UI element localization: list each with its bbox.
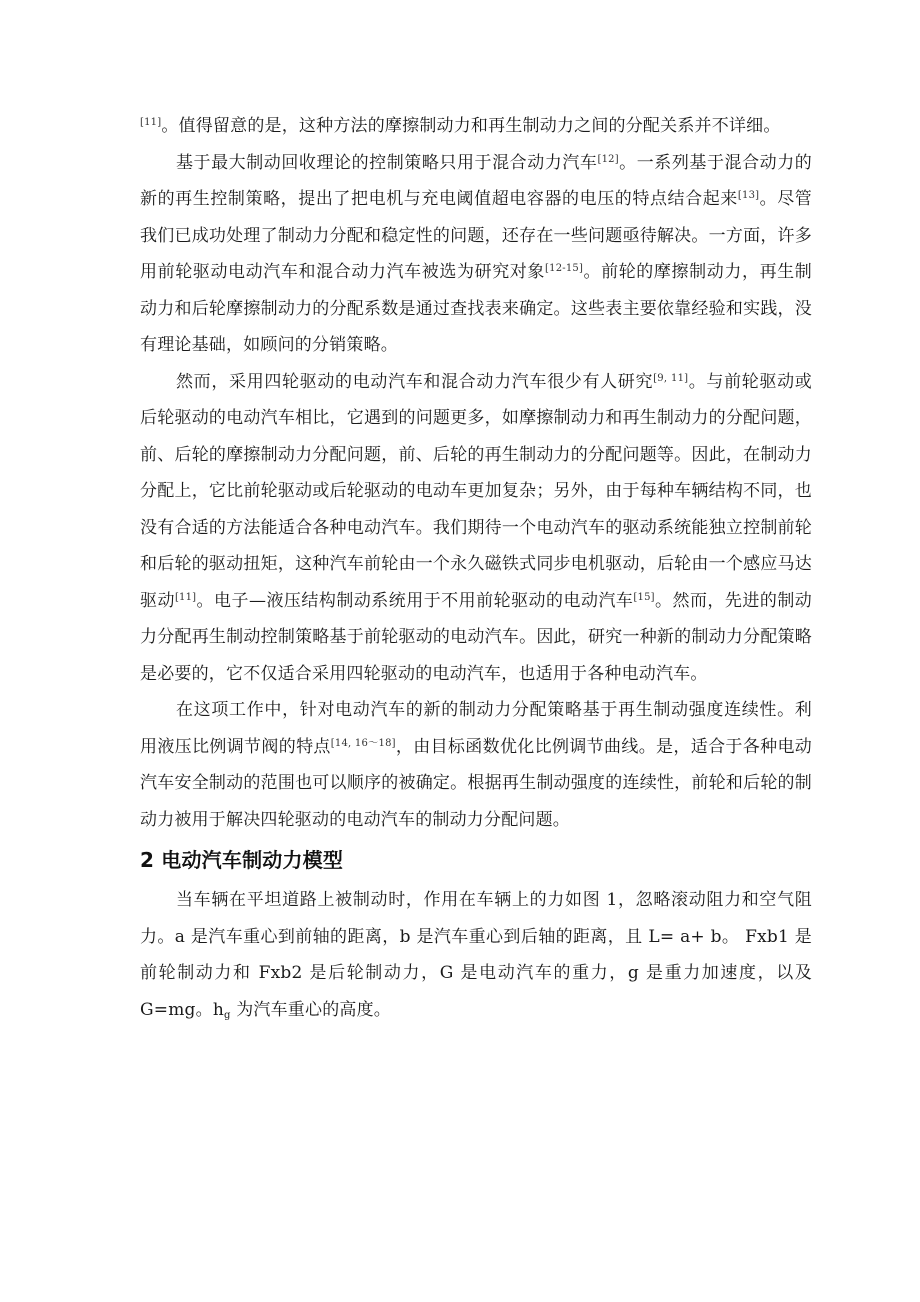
paragraph-text: 当车辆在平坦道路上被制动时，作用在车辆上的力如图 1，忽略滚动阻力和空气阻力。a 是汽车重心到前轴的距离，b 是汽车重心到后轴的距离，且 L= a+ b。 Fxb1 是前轮制动力和 Fxb2 是后轮制动力，G 是电动汽车的重力，g 是重力加速度，以及 G=mg。h: [140, 890, 812, 1020]
paragraph-text: 。与前轮驱动或后轮驱动的电动汽车相比，它遇到的问题更多，如摩擦制动力和再生制动力的分配问题，前、后轮的摩擦制动力分配问题，前、后轮的再生制动力的分配问题等。因此，在制动力分配上，它比前轮驱动或后轮驱动的电动车更加复杂；另外，由于每种车辆结构不同，也没有合适的方法能适合各种电动汽车。我们期待一个电动汽车的驱动系统能独立控制前轮和后轮的驱动扭矩，这种汽车前轮由一个永久磁铁式同步电机驱动，后轮由一个感应马达驱动: [140, 371, 812, 611]
paragraph-text: 。尽管我们已成功处理了制动力分配和稳定性的问题，还存在一些问题亟待解决。一方面，许多用前轮驱动电动汽车和混合动力汽车被选为研究对象: [140, 189, 812, 282]
paragraph-text: 。然而，先进的制动力分配再生制动控制策略基于前轮驱动的电动汽车。因此，研究一种新的制动力分配策略是必要的，它不仅适合采用四轮驱动的电动汽车，也适用于各种电动汽车。: [140, 590, 812, 684]
paragraph-text: 在这项工作中，针对电动汽车的新的制动力分配策略基于再生制动强度连续性。利用液压比例调节阀的特点: [140, 700, 812, 757]
citation-ref: [12]: [597, 153, 619, 165]
citation-ref: [11]: [174, 591, 197, 603]
paragraph-text: 。电子—液压结构制动系统用于不用前轮驱动的电动汽车: [196, 590, 634, 611]
paragraph-text: 。前轮的摩擦制动力，再生制动力和后轮摩擦制动力的分配系数是通过查找表来确定。这些表主要依靠经验和实践，没有理论基础，如顾问的分销策略。: [140, 262, 812, 355]
paragraph-continuation: [140, 108, 812, 145]
paragraph-control-strategy: [140, 145, 812, 364]
paragraph-this-work: [140, 692, 812, 838]
paragraph-text: 。值得留意的是，这种方法的摩擦制动力和再生制动力之间的分配关系并不详细。: [161, 116, 781, 136]
section-heading: 2 电动汽车制动力模型: [140, 848, 344, 872]
paragraph-text: 然而，采用四轮驱动的电动汽车和混合动力汽车很少有人研究: [176, 371, 654, 392]
citation-ref: [12-15]: [545, 263, 584, 274]
paragraph-four-wheel-drive: [140, 364, 812, 693]
paragraph-text: 。一系列基于混合动力的新的再生控制策略，提出了把电机与充电阈值超电容器的电压的特点结合起来: [140, 152, 812, 209]
citation-ref: [15]: [633, 591, 655, 603]
paragraph-text: 基于最大制动回收理论的控制策略只用于混合动力汽车: [176, 152, 598, 173]
citation-ref: [14, 16～18]: [330, 737, 396, 749]
paragraph-text: 为汽车重心的高度。: [230, 999, 391, 1020]
subscript: g: [223, 1009, 231, 1021]
citation-ref: [9, 11]: [653, 372, 689, 384]
paragraph-braking-model: [140, 882, 812, 1028]
citation-ref: [13]: [737, 190, 760, 201]
paragraph-text: ，由目标函数优化比例调节曲线。是，适合于各种电动汽车安全制动的范围也可以顺序的被确定。根据再生制动强度的连续性，前轮和后轮的制动力被用于解决四轮驱动的电动汽车的制动力分配问题。: [140, 736, 812, 830]
page-content: [140, 108, 812, 1028]
citation-ref: [11]: [140, 117, 162, 128]
